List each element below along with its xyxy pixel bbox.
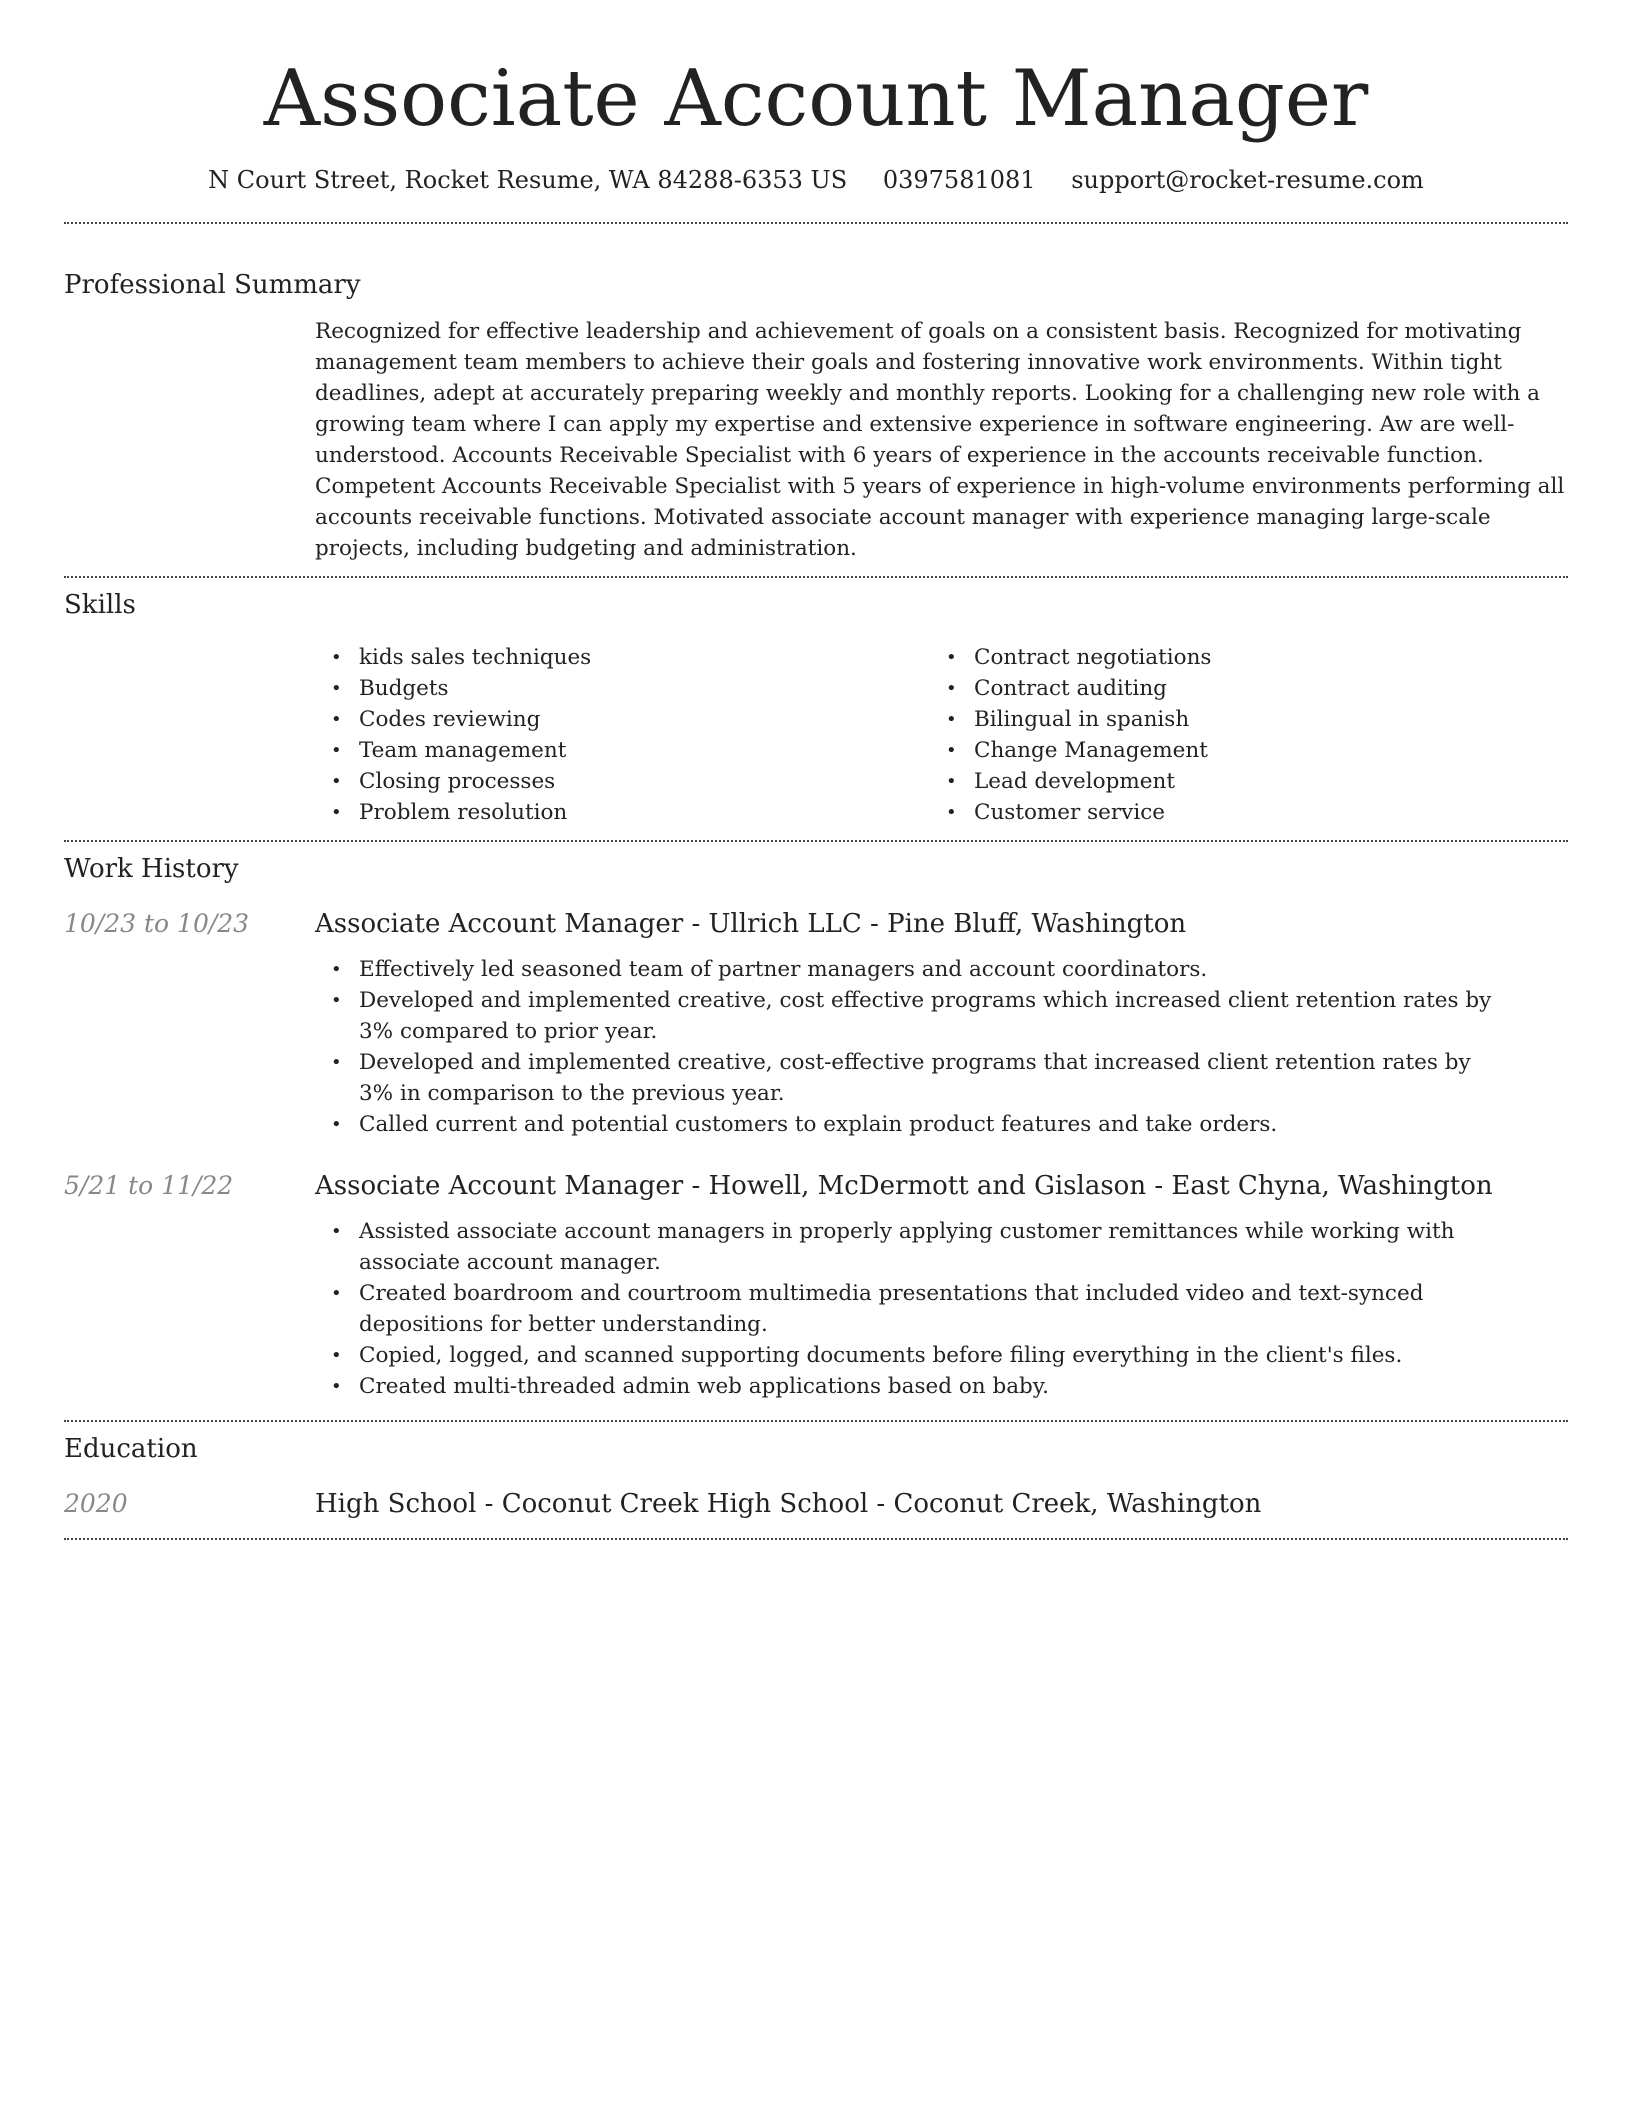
- skills-column-left: [315, 642, 930, 828]
- summary-heading: Professional Summary: [64, 270, 361, 300]
- section-divider: [64, 222, 1568, 224]
- resume-title: Associate Account Manager: [263, 54, 1369, 144]
- education-section: [64, 1432, 1568, 1522]
- section-divider: [64, 840, 1568, 842]
- section-divider: [64, 576, 1568, 578]
- skill-item: • Bilingual in spanish: [930, 704, 1545, 735]
- job-title: Associate Account Manager - Howell, McDermott and Gislason - East Chyna, Washington: [315, 1171, 1493, 1201]
- job-duty: • Assisted associate account managers in properly applying customer remittances while working with associate account manager.: [315, 1216, 1509, 1278]
- skill-item: • Change Management: [930, 735, 1545, 766]
- job-duty: • Created multi-threaded admin web applications based on baby.: [315, 1371, 1509, 1402]
- section-divider: [64, 1538, 1568, 1540]
- job-entry: [64, 906, 1568, 1140]
- summary-text: Recognized for effective leadership and achievement of goals on a consistent basis. Recognized for motivating management team members to achieve their goals and fostering innovative work environments. Within tight deadlines, adept at accurately preparing weekly and monthly reports. Looking for a challenging new role with a growing team where I can apply my expertise and extensive experience in software engineering. Aw are well-understood. Accounts Receivable Specialist with 6 years of experience in the accounts receivable function. Competent Accounts Receivable Specialist with 5 years of experience in high-volume environments performing all accounts receivable functions. Motivated associate account manager with experience managing large-scale projects, including budgeting and administration.: [315, 319, 1565, 561]
- job-duties: [315, 1216, 1568, 1402]
- job-duty: • Effectively led seasoned team of partner managers and account coordinators.: [315, 954, 1509, 985]
- skill-item: • Contract negotiations: [930, 642, 1545, 673]
- job-duty: • Developed and implemented creative, cost effective programs which increased client retention rates by 3% compared to prior year.: [315, 985, 1509, 1047]
- skills-list: [315, 642, 1568, 828]
- resume-page: [64, 0, 1568, 1540]
- skill-item: • Budgets: [315, 673, 930, 704]
- education-heading: Education: [64, 1434, 198, 1464]
- work-history-section: [64, 852, 1568, 1402]
- skill-item: • Contract auditing: [930, 673, 1545, 704]
- education-title: High School - Coconut Creek High School - Coconut Creek, Washington: [315, 1489, 1262, 1519]
- contact-address: N Court Street, Rocket Resume, WA 84288-6353 US: [208, 166, 848, 194]
- job-duty: • Called current and potential customers to explain product features and take orders.: [315, 1109, 1509, 1140]
- skill-item: • kids sales techniques: [315, 642, 930, 673]
- summary-section: [64, 268, 1568, 564]
- work-history-heading: Work History: [64, 854, 239, 884]
- skills-section: [64, 588, 1568, 828]
- job-title: Associate Account Manager - Ullrich LLC - Pine Bluff, Washington: [315, 909, 1187, 939]
- job-duty: • Copied, logged, and scanned supporting documents before filing everything in the client's files.: [315, 1340, 1509, 1371]
- education-entry: [64, 1486, 1568, 1522]
- skill-item: • Closing processes: [315, 766, 930, 797]
- section-divider: [64, 1420, 1568, 1422]
- skills-column-right: [930, 642, 1545, 828]
- job-duty: • Developed and implemented creative, cost-effective programs that increased client retention rates by 3% in comparison to the previous year.: [315, 1047, 1509, 1109]
- skills-heading: Skills: [64, 590, 136, 620]
- skill-item: • Problem resolution: [315, 797, 930, 828]
- education-year: 2020: [64, 1489, 128, 1518]
- skill-item: • Lead development: [930, 766, 1545, 797]
- contact-line: [64, 164, 1568, 196]
- skill-item: • Customer service: [930, 797, 1545, 828]
- job-duty: • Created boardroom and courtroom multimedia presentations that included video and text-synced depositions for better understanding.: [315, 1278, 1509, 1340]
- job-duties: [315, 954, 1568, 1140]
- skill-item: • Codes reviewing: [315, 704, 930, 735]
- contact-phone: 0397581081: [882, 166, 1036, 194]
- job-dates: 5/21 to 11/22: [64, 1171, 234, 1200]
- skill-item: • Team management: [315, 735, 930, 766]
- job-dates: 10/23 to 10/23: [64, 909, 250, 938]
- job-entry: [64, 1168, 1568, 1402]
- contact-email: support@rocket-resume.com: [1071, 166, 1424, 194]
